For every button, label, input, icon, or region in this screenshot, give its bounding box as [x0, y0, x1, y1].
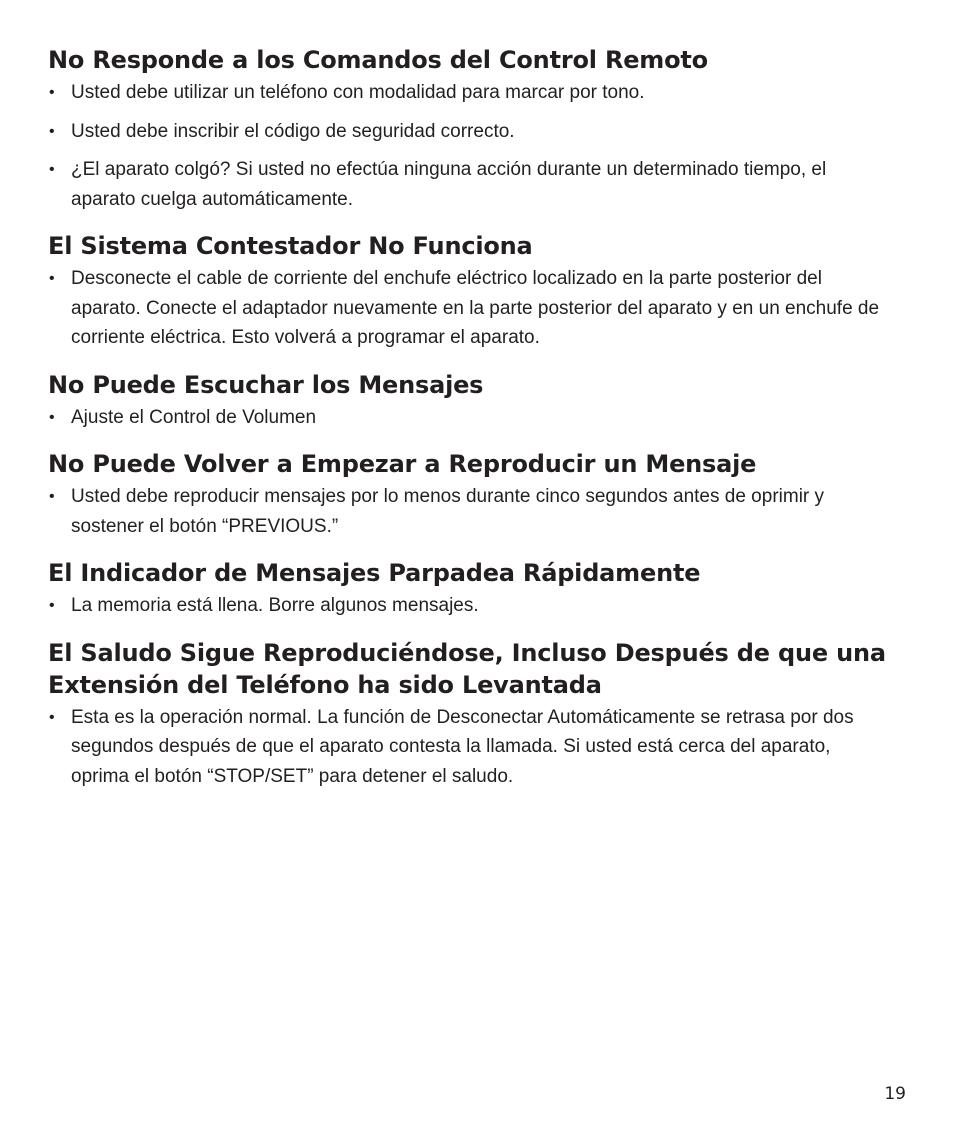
list-item: [48, 117, 888, 147]
page-number: 19: [884, 1084, 906, 1104]
bullet-list: [48, 264, 888, 353]
list-item: [48, 78, 888, 108]
section-greeting-continues: [48, 637, 888, 792]
troubleshooting-page: [48, 44, 888, 791]
list-item: [48, 155, 888, 214]
bullet-icon: •: [49, 84, 55, 101]
section-replay-message: [48, 448, 888, 541]
list-item-text: Ajuste el Control de Volumen: [71, 406, 317, 428]
list-item-text: Usted debe inscribir el código de seguridad correcto.: [71, 120, 515, 142]
list-item: [48, 264, 888, 353]
section-answering-system: [48, 230, 888, 353]
bullet-icon: •: [49, 708, 55, 726]
bullet-list: [48, 591, 888, 621]
list-item-text: Desconecte el cable de corriente del enchufe eléctrico localizado en la parte posterior del aparato. Conecte el adaptador nuevamente en la parte posterior del aparato y en un enchufe de corriente eléctrica. Esto volverá a programar el aparato.: [71, 268, 880, 348]
list-item-text: Usted debe reproducir mensajes por lo menos durante cinco segundos antes de oprimir y sostener el botón “PREVIOUS.”: [71, 486, 825, 537]
bullet-icon: •: [49, 122, 55, 140]
list-item-text: Esta es la operación normal. La función de Desconectar Automáticamente se retrasa por dos segundos después de que el aparato contesta la llamada. Si usted está cerca del aparato, oprima el botón “STOP/SET” para detener el saludo.: [71, 706, 854, 787]
bullet-icon: •: [49, 161, 55, 178]
bullet-list: [48, 482, 888, 541]
bullet-list: [48, 703, 888, 792]
bullet-icon: •: [49, 408, 55, 426]
bullet-icon: •: [49, 597, 55, 614]
section-title: El Indicador de Mensajes Parpadea Rápidamente: [48, 559, 701, 587]
section-message-indicator: [48, 557, 888, 621]
list-item-text: La memoria está llena. Borre algunos mensajes.: [71, 595, 479, 616]
section-title: No Responde a los Comandos del Control Remoto: [48, 46, 708, 74]
bullet-list: [48, 403, 888, 433]
list-item-text: Usted debe utilizar un teléfono con modalidad para marcar por tono.: [71, 82, 645, 103]
list-item-text: ¿El aparato colgó? Si usted no efectúa ninguna acción durante un determinado tiempo, el aparato cuelga automáticamente.: [71, 159, 827, 210]
list-item: [48, 703, 888, 792]
section-cannot-hear-messages: [48, 369, 888, 433]
section-title: El Saludo Sigue Reproduciéndose, Incluso Después de que una Extensión del Teléfono ha sido Levantada: [48, 638, 886, 699]
section-title: No Puede Volver a Empezar a Reproducir un Mensaje: [48, 450, 757, 478]
bullet-icon: •: [49, 488, 55, 505]
section-remote-commands: [48, 44, 888, 214]
section-title: No Puede Escuchar los Mensajes: [48, 370, 484, 399]
list-item: [48, 482, 888, 541]
list-item: [48, 591, 888, 621]
bullet-list: [48, 78, 888, 214]
section-title: El Sistema Contestador No Funciona: [48, 232, 533, 260]
bullet-icon: •: [49, 270, 55, 287]
list-item: [48, 403, 888, 433]
